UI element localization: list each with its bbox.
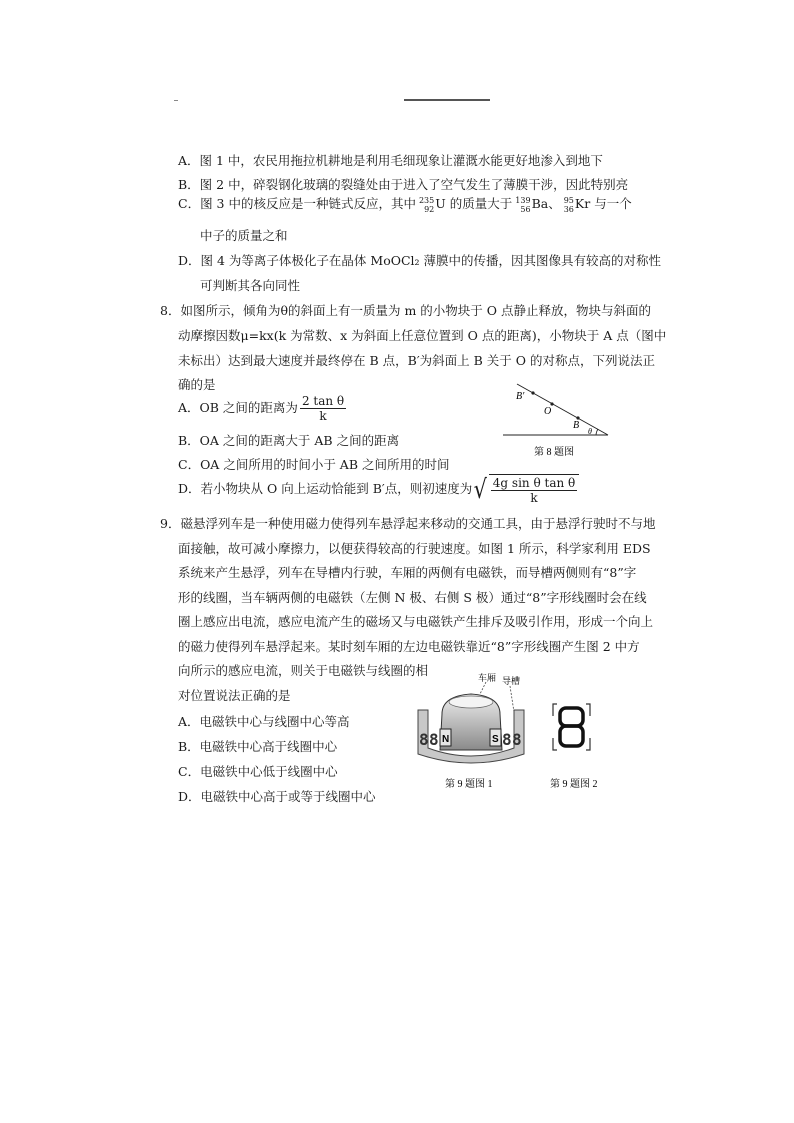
coil-left-1: 8 [419, 730, 429, 749]
theta-arc [596, 429, 598, 435]
q8-incline-figure [500, 375, 615, 460]
q7-option-a: A．图 1 中，农民用拖拉机耕地是利用毛细现象让灌溉水能更好地渗入到地下 [178, 153, 603, 168]
label-car: 车厢 [478, 673, 497, 683]
bracket-right [586, 704, 590, 750]
fraction-2tan-over-k: $\frac{\text{2 tan θ}}{k}$ [301, 394, 345, 423]
magnet-s-label: S [492, 734, 499, 745]
car-roof [449, 696, 493, 708]
q9-option-a: A．电磁铁中心与线圈中心等高 [178, 714, 350, 729]
q9-stem-line1: 9．磁悬浮列车是一种使用磁力使得列车悬浮起来移动的交通工具，由于悬浮行驶时不与地 [160, 516, 656, 531]
label-theta: θ [588, 427, 592, 436]
label-groove: 导槽 [502, 676, 521, 686]
scan-speck [174, 100, 178, 101]
q9-maglev-figure [410, 672, 532, 792]
q9-fig2-caption: 第 9 题图 2 [550, 779, 598, 790]
coil-right-1: 8 [502, 730, 512, 749]
q9-stem-line6: 的磁力使得列车悬浮起来。某时刻车厢的左边电磁铁靠近“8”字形线圈产生图 2 中方 [178, 639, 640, 654]
q9-stem-line7: 向所示的感应电流，则关于电磁铁与线圈的相 [178, 663, 429, 678]
q8-stem-line2: 动摩擦因数μ=kx(k 为常数、x 为斜面上任意位置到 O 点的距离)，小物块于 A 点（图中 [178, 328, 667, 343]
point-bprime [531, 391, 534, 394]
q9-stem-line3: 系统来产生悬浮，列车在导槽内行驶，车厢的两侧有电磁铁，而导槽两侧则有“8”字 [178, 565, 637, 580]
q9-option-b: B．电磁铁中心高于线圈中心 [178, 739, 338, 754]
label-o: O [544, 406, 552, 417]
q8-stem-line3: 未标出）达到最大速度并最终停在 B 点，B′为斜面上 B 关于 O 的对称点，下列说法正 [178, 353, 655, 368]
q9-stem-line4: 形的线圈，当车辆两侧的电磁铁（左侧 N 极、右侧 S 极）通过“8”字形线圈时会在线 [178, 590, 647, 605]
q9-fig1-caption: 第 9 题图 1 [445, 779, 493, 790]
q9-stem-line8: 对位置说法正确的是 [178, 688, 291, 703]
leader-groove [510, 686, 514, 712]
q8-figure-caption: 第 8 题图 [534, 447, 574, 458]
q7-option-d-line2: 可判断其各向同性 [200, 278, 301, 293]
q8-stem-line4: 确的是 [178, 377, 216, 392]
q7-option-c-text: C．图 3 中的核反应是一种链式反应，其中 [178, 196, 416, 211]
sqrt-expression: √ $\frac{\text{4g sin θ tan θ}}{k}$ [472, 474, 579, 505]
label-bprime: B′ [516, 391, 525, 402]
q7-option-c-line2: 中子的质量之和 [200, 228, 288, 243]
q7-option-d: D．图 4 为等离子体极化子在晶体 MoOCl₂ 薄膜中的传播，因其图像具有较高的对称性 [178, 253, 662, 268]
fraction-velocity: $\frac{\text{4g sin θ tan θ}}{k}$ [492, 476, 576, 505]
q9-option-c: C．电磁铁中心低于线圈中心 [178, 764, 338, 779]
q7-option-c: C．图 3 中的核反应是一种链式反应，其中 235 92U 的质量大于 139 56Ba、 95 36Kr 与一个 [178, 195, 632, 214]
header-rule [404, 99, 490, 101]
coil-right-2: 8 [512, 730, 522, 749]
bracket-left [553, 704, 557, 750]
q8-stem-line1: 8．如图所示，倾角为θ的斜面上有一质量为 m 的小物块于 O 点静止释放，物块与斜面的 [160, 303, 651, 318]
q8-option-d: D．若小物块从 O 向上运动恰能到 B′点，则初速度为√ $\frac{\text{4g sin θ tan θ}}{k}$ [178, 474, 579, 505]
label-b: B [573, 420, 580, 431]
q8-option-b: B．OA 之间的距离大于 AB 之间的距离 [178, 433, 400, 448]
isotope-kr: 95 36 [563, 195, 574, 214]
q8-option-a: A．OB 之间的距离为 $\frac{\text{2 tan θ}}{k}$ [178, 394, 345, 423]
isotope-u: 235 92 [418, 195, 435, 214]
q9-option-d: D．电磁铁中心高于或等于线圈中心 [178, 789, 376, 804]
q9-stem-line5: 圈上感应出电流，感应电流产生的磁场又与电磁铁产生排斥及吸引作用，形成一个向上 [178, 614, 654, 629]
coil-upper-loop [560, 708, 583, 726]
magnet-n-label: N [442, 734, 450, 745]
q8-option-c: C．OA 之间所用的时间小于 AB 之间所用的时间 [178, 457, 450, 472]
q9-stem-line2: 面接触，故可减小摩擦力，以便获得较高的行驶速度。如图 1 所示，科学家利用 EDS [178, 541, 651, 556]
isotope-ba: 139 56 [515, 195, 531, 214]
incline-line [517, 384, 608, 435]
leader-car [480, 682, 486, 694]
coil-left-2: 8 [429, 730, 439, 749]
q9-coil-figure [548, 700, 618, 792]
q7-option-b: B．图 2 中，碎裂钢化玻璃的裂缝处由于进入了空气发生了薄膜干涉，因此特别亮 [178, 177, 629, 192]
coil-lower-loop [560, 726, 583, 746]
